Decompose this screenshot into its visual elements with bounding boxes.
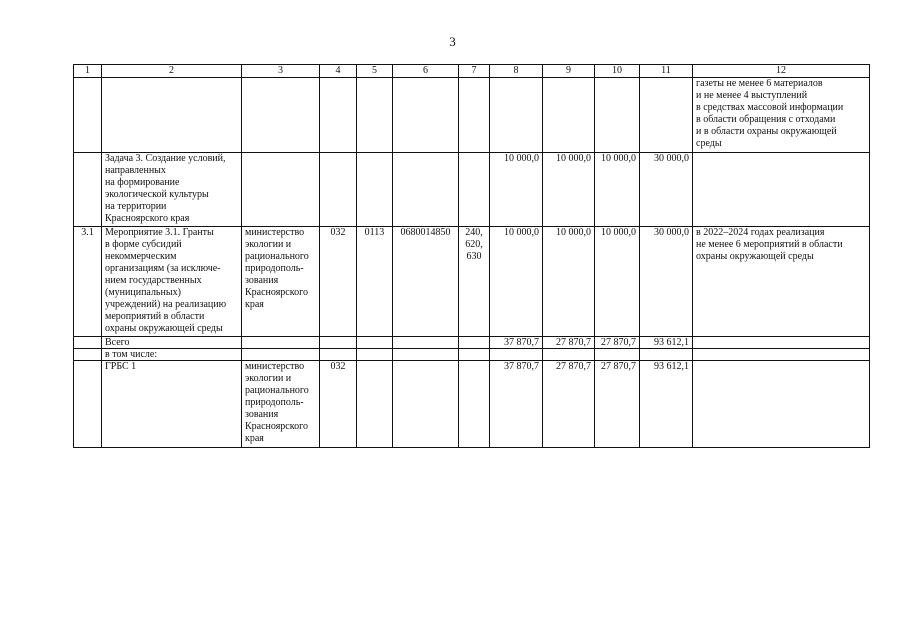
cell-number	[74, 78, 102, 153]
cell-value-9	[543, 78, 595, 153]
cell-value-8: 37 870,7	[490, 337, 543, 349]
table-row	[74, 337, 870, 349]
cell-code-5	[357, 349, 393, 361]
cell-value-9	[543, 349, 595, 361]
column-header: 6	[393, 65, 459, 78]
cell-code-6	[393, 361, 459, 448]
column-header: 12	[693, 65, 870, 78]
column-header: 2	[102, 65, 242, 78]
cell-code-7	[459, 337, 490, 349]
cell-value-11: 93 612,1	[640, 361, 693, 448]
cell-value-11	[640, 78, 693, 153]
cell-value-8: 37 870,7	[490, 361, 543, 448]
cell-value-10	[595, 349, 640, 361]
cell-code-4	[320, 78, 357, 153]
program-table	[73, 64, 870, 448]
cell-code-7	[459, 78, 490, 153]
column-header: 7	[459, 65, 490, 78]
cell-code-5	[357, 337, 393, 349]
cell-result	[693, 153, 870, 227]
cell-value-10: 27 870,7	[595, 361, 640, 448]
cell-code-4	[320, 153, 357, 227]
cell-value-8	[490, 349, 543, 361]
cell-code-7: 240, 620, 630	[459, 227, 490, 337]
cell-code-5	[357, 78, 393, 153]
cell-name	[102, 78, 242, 153]
cell-grbs	[242, 349, 320, 361]
table-row	[74, 78, 870, 153]
column-header: 4	[320, 65, 357, 78]
cell-value-8: 10 000,0	[490, 153, 543, 227]
cell-name: в том числе:	[102, 349, 242, 361]
cell-value-9: 10 000,0	[543, 153, 595, 227]
column-header: 8	[490, 65, 543, 78]
column-header: 9	[543, 65, 595, 78]
cell-code-4	[320, 337, 357, 349]
cell-grbs	[242, 337, 320, 349]
cell-number	[74, 361, 102, 448]
cell-value-9: 10 000,0	[543, 227, 595, 337]
cell-grbs	[242, 153, 320, 227]
cell-grbs	[242, 78, 320, 153]
column-header: 3	[242, 65, 320, 78]
cell-number	[74, 153, 102, 227]
cell-value-10: 10 000,0	[595, 227, 640, 337]
column-header: 10	[595, 65, 640, 78]
cell-value-10: 27 870,7	[595, 337, 640, 349]
column-header: 5	[357, 65, 393, 78]
cell-number	[74, 349, 102, 361]
cell-code-6	[393, 153, 459, 227]
cell-result	[693, 361, 870, 448]
cell-code-6	[393, 337, 459, 349]
cell-value-10: 10 000,0	[595, 153, 640, 227]
table-row	[74, 349, 870, 361]
page-number: 3	[449, 34, 456, 49]
cell-code-6	[393, 78, 459, 153]
cell-code-4: 032	[320, 361, 357, 448]
table-row	[74, 361, 870, 448]
table-row	[74, 153, 870, 227]
cell-value-11: 30 000,0	[640, 227, 693, 337]
cell-result	[693, 349, 870, 361]
cell-result: в 2022–2024 годах реализация не менее 6 мероприятий в области охраны окружающей среды	[693, 227, 870, 337]
cell-code-6: 0680014850	[393, 227, 459, 337]
cell-name: ГРБС 1	[102, 361, 242, 448]
cell-code-6	[393, 349, 459, 361]
cell-code-7	[459, 361, 490, 448]
table-row	[74, 227, 870, 337]
column-header: 11	[640, 65, 693, 78]
cell-code-4: 032	[320, 227, 357, 337]
cell-value-11: 93 612,1	[640, 337, 693, 349]
cell-name: Мероприятие 3.1. Гранты в форме субсидий некоммерческим организациям (за исключе- нием государственных (муниципальных) учреждений) на реализацию мероприятий в области охраны окружающей среды	[102, 227, 242, 337]
cell-number: 3.1	[74, 227, 102, 337]
cell-name: Задача 3. Создание условий, направленных на формирование экологической культуры на территории Красноярского края	[102, 153, 242, 227]
table-header-row	[74, 65, 870, 78]
cell-grbs: министерство экологии и рационального природополь- зования Красноярского края	[242, 227, 320, 337]
cell-code-5: 0113	[357, 227, 393, 337]
cell-code-7	[459, 349, 490, 361]
cell-value-8	[490, 78, 543, 153]
cell-value-11: 30 000,0	[640, 153, 693, 227]
cell-code-5	[357, 361, 393, 448]
cell-value-10	[595, 78, 640, 153]
cell-code-5	[357, 153, 393, 227]
cell-result: газеты не менее 6 материалов и не менее 4 выступлений в средствах массовой информации в области обращения с отходами и в области охраны окружающей среды	[693, 78, 870, 153]
cell-result	[693, 337, 870, 349]
cell-name: Всего	[102, 337, 242, 349]
cell-value-11	[640, 349, 693, 361]
cell-code-4	[320, 349, 357, 361]
cell-number	[74, 337, 102, 349]
column-header: 1	[74, 65, 102, 78]
cell-value-8: 10 000,0	[490, 227, 543, 337]
cell-value-9: 27 870,7	[543, 337, 595, 349]
cell-value-9: 27 870,7	[543, 361, 595, 448]
cell-code-7	[459, 153, 490, 227]
cell-grbs: министерство экологии и рационального природополь- зования Красноярского края	[242, 361, 320, 448]
